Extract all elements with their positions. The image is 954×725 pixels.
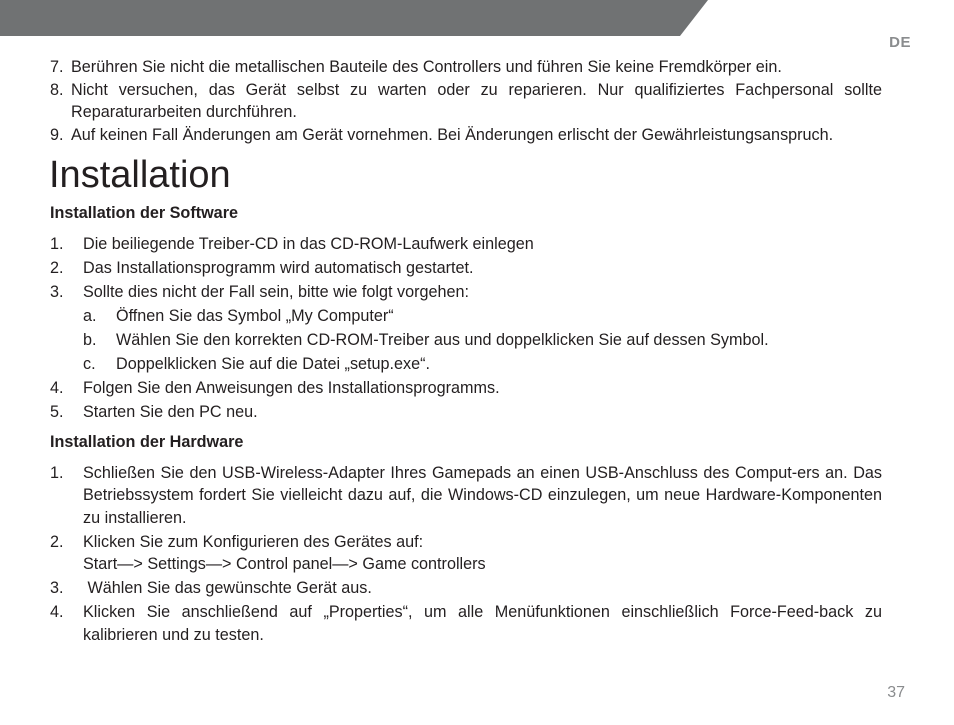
step-text: Schließen Sie den USB-Wireless-Adapter Ihres Gamepads an einen USB-Anschluss des Comput-ers an. Das Betriebssystem fordert Sie vielleicht dazu auf, die Windows-CD einzulegen, um neue Hardware-Komponenten zu installieren. xyxy=(83,463,882,527)
list-item xyxy=(50,79,882,124)
page-content xyxy=(50,56,882,648)
list-item-number: 8. xyxy=(50,80,64,99)
sub-step-text: Öffnen Sie das Symbol „My Computer“ xyxy=(116,306,394,325)
sub-step-letter: b. xyxy=(83,330,97,349)
step-text: Klicken Sie zum Konfigurieren des Gerätes auf: xyxy=(83,532,424,551)
step-number: 4. xyxy=(50,603,64,621)
page-number: 37 xyxy=(887,684,905,701)
sub-list-item xyxy=(83,305,882,328)
sub-list-item xyxy=(83,353,882,376)
step-number: 2. xyxy=(50,259,64,277)
list-item-text: Berühren Sie nicht die metallischen Bauteile des Controllers und führen Sie keine Fremdkörper ein. xyxy=(71,58,782,76)
step-text: Die beiliegende Treiber-CD in das CD-ROM-Laufwerk einlegen xyxy=(83,235,534,253)
list-item-number: 9. xyxy=(50,125,64,144)
list-item-number: 7. xyxy=(50,58,64,76)
list-item xyxy=(50,233,882,256)
list-item-text: Nicht versuchen, das Gerät selbst zu warten oder zu reparieren. Nur qualifiziertes Fachpersonal sollte Reparaturarbeiten durchführen. xyxy=(71,80,882,121)
list-item xyxy=(50,281,882,375)
step-text: Starten Sie den PC neu. xyxy=(83,402,258,421)
step-text: Klicken Sie anschließend auf „Properties“, um alle Menüfunktionen einschließlich Force-Feed-back zu kalibrieren und zu testen. xyxy=(83,603,882,644)
sub-step-text: Wählen Sie den korrekten CD-ROM-Treiber aus und doppelklicken Sie auf dessen Symbol. xyxy=(116,330,769,349)
sub-step-letter: a. xyxy=(83,306,97,325)
step-text: Sollte dies nicht der Fall sein, bitte wie folgt vorgehen: xyxy=(83,283,470,301)
hardware-steps xyxy=(50,462,882,647)
step-text: Das Installationsprogramm wird automatisch gestartet. xyxy=(83,259,474,277)
sub-list-item xyxy=(83,329,882,352)
step-number: 3. xyxy=(50,579,64,597)
software-steps xyxy=(50,233,882,423)
step-number: 5. xyxy=(50,402,64,421)
intro-list xyxy=(50,56,882,146)
hardware-heading: Installation der Hardware xyxy=(50,432,244,451)
list-item xyxy=(50,531,882,576)
list-item xyxy=(50,257,882,280)
step-number: 1. xyxy=(50,235,64,253)
sub-step-letter: c. xyxy=(83,354,96,373)
menu-path-text: Start—> Settings—> Control panel—> Game controllers xyxy=(83,555,486,573)
list-item xyxy=(50,124,882,147)
software-heading: Installation der Software xyxy=(50,204,238,222)
sub-steps xyxy=(83,305,882,376)
language-tag: DE xyxy=(889,34,911,51)
step-text: Wählen Sie das gewünschte Gerät aus. xyxy=(83,579,372,597)
list-item xyxy=(50,401,882,424)
list-item xyxy=(50,577,882,600)
list-item xyxy=(50,56,882,79)
step-text: Folgen Sie den Anweisungen des Installationsprogramms. xyxy=(83,378,500,397)
step-number: 2. xyxy=(50,532,64,551)
header-bar xyxy=(0,0,954,36)
list-item xyxy=(50,377,882,400)
sub-step-text: Doppelklicken Sie auf die Datei „setup.exe“. xyxy=(116,354,431,373)
list-item xyxy=(50,601,882,646)
step-number: 4. xyxy=(50,378,64,397)
step-number: 1. xyxy=(50,463,64,482)
list-item xyxy=(50,462,882,530)
step-number: 3. xyxy=(50,283,64,301)
list-item-text: Auf keinen Fall Änderungen am Gerät vornehmen. Bei Änderungen erlischt der Gewährleistungsanspruch. xyxy=(71,125,834,144)
header-bar-shape xyxy=(0,0,708,36)
section-title: Installation xyxy=(49,154,231,196)
